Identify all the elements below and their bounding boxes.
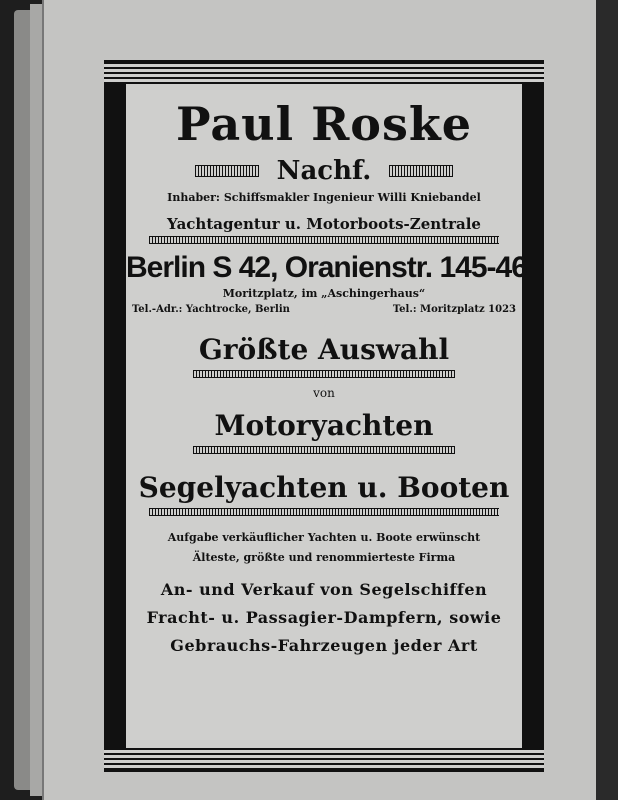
- wanted-line-2: Älteste, größte und renommierteste Firma: [192, 551, 456, 564]
- binding-shadow: [596, 0, 618, 800]
- telegram-phone-row: [126, 302, 522, 318]
- trade-line-2: Fracht- u. Passagier-Dampfern, sowie: [146, 608, 502, 627]
- headline-underline: [193, 370, 455, 378]
- bottom-rules: [104, 748, 544, 770]
- firm-suffix: Nachf.: [276, 156, 372, 186]
- top-rules: [104, 62, 544, 84]
- ornament-left: [195, 165, 259, 177]
- trade-line-3: Gebrauchs-Fahrzeugen jeder Art: [170, 636, 478, 655]
- agency-line: Yachtagentur u. Motorboots-Zentrale: [167, 215, 481, 233]
- sail-underline: [149, 508, 499, 516]
- firm-name: Paul Roske: [175, 97, 473, 151]
- suffix-row: [126, 156, 522, 186]
- trade-line-1: An- und Verkauf von Segelschiffen: [160, 580, 488, 599]
- address: Berlin S 42, Oranienstr. 145-46: [126, 251, 527, 284]
- telegram-address: Tel.-Adr.: Yachtrocke, Berlin: [132, 304, 290, 315]
- headline: Größte Auswahl: [198, 333, 450, 366]
- von-word: von: [313, 386, 335, 400]
- motor-underline: [193, 446, 455, 454]
- owner-line: Inhaber: Schiffsmakler Ingenieur Willi Kniebandel: [167, 191, 481, 204]
- ornament-right: [389, 165, 453, 177]
- phone-number: Tel.: Moritzplatz 1023: [392, 304, 516, 315]
- agency-underline: [149, 236, 499, 244]
- sail-yachts: Segelyachten u. Booten: [138, 471, 510, 504]
- wanted-line-1: Aufgabe verkäuflicher Yachten u. Boote erwünscht: [167, 531, 481, 544]
- motor-yachts: Motoryachten: [214, 409, 434, 442]
- advertisement-content: [126, 90, 527, 660]
- location-note: Moritzplatz, im „Aschingerhaus“: [222, 287, 426, 300]
